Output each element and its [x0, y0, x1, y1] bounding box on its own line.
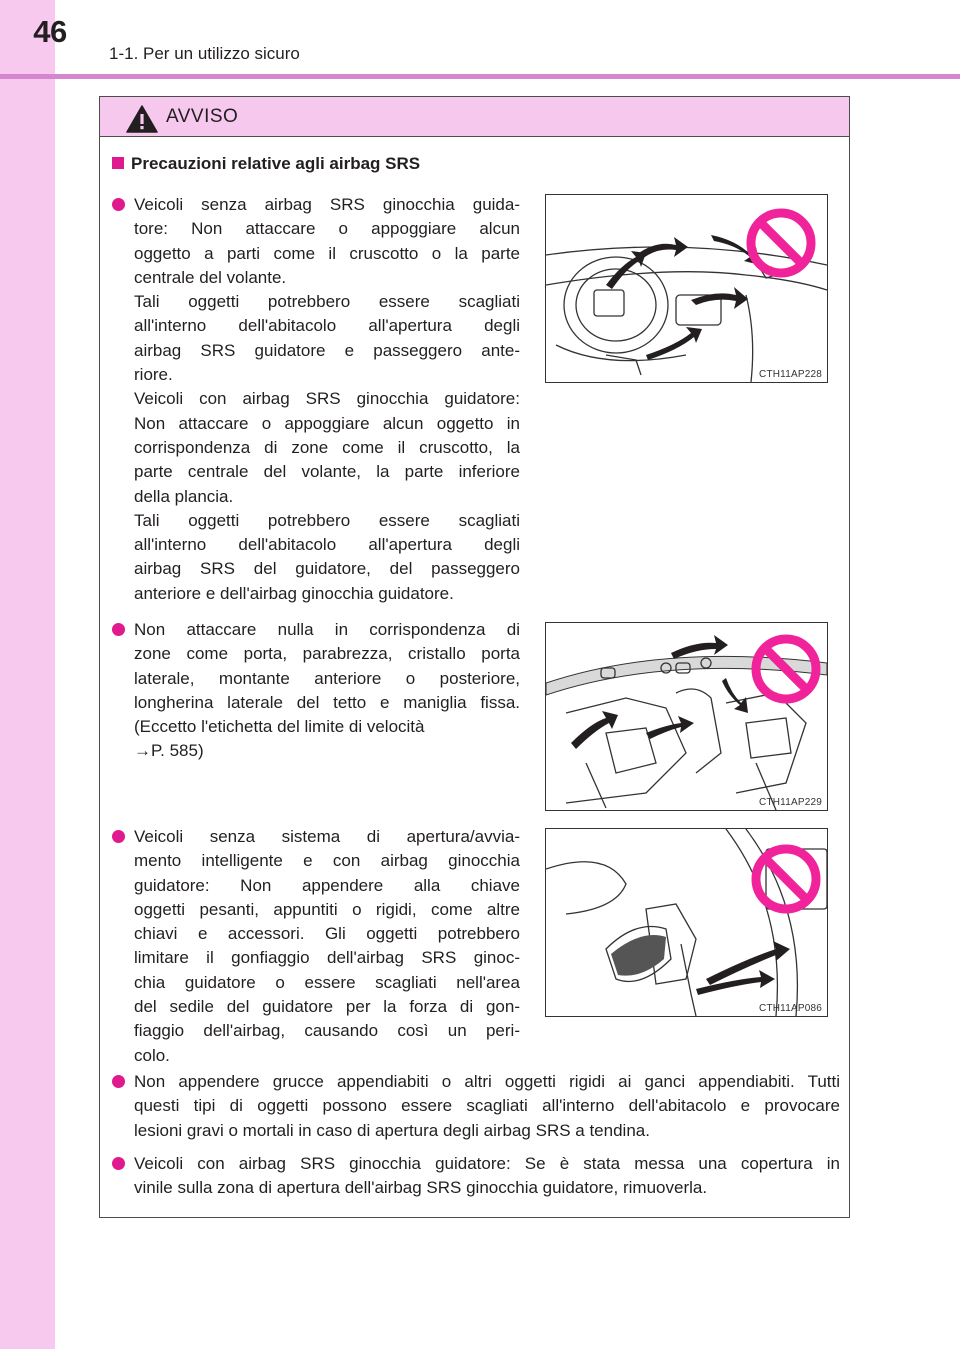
prohibition-icon	[751, 213, 811, 273]
figure-code: CTH11AP228	[759, 369, 822, 380]
text-line: oggetti pesanti, appuntiti o rigidi, come altre	[134, 899, 520, 919]
text-line: all'interno dell'abitacolo all'apertura degli	[134, 316, 520, 336]
text-line: oggetto a parti come il cruscotto o la parte	[134, 243, 520, 263]
text-line: Non appendere grucce appendiabiti o altri oggetti rigidi ai ganci appendiabiti. Tutti	[134, 1072, 840, 1091]
text-line: (Eccetto l'etichetta del limite di velocità	[134, 717, 425, 737]
text-line: Veicoli senza sistema di apertura/avvia-	[134, 827, 520, 846]
warning-box	[99, 96, 850, 1218]
warning-item-1	[112, 193, 520, 606]
dashboard-illustration	[546, 195, 827, 382]
text-line: riore.	[134, 365, 173, 385]
text-line: airbag SRS del guidatore, del passeggero	[134, 559, 520, 579]
text-line: →P. 585)	[134, 741, 204, 761]
warning-box-header	[100, 97, 849, 137]
figure-code: CTH11AP229	[759, 797, 822, 808]
text-line: zone come porta, parabrezza, cristallo porta	[134, 644, 520, 664]
text-line: anteriore e dell'airbag ginocchia guidatore.	[134, 583, 454, 603]
text-line: guidatore: Non appendere alla chiave	[134, 875, 520, 895]
bullet-icon	[112, 1157, 125, 1170]
text-line: chiavi e accessori. Gli oggetti potrebbero	[134, 924, 520, 944]
text-line: della plancia.	[134, 486, 234, 506]
side-tab	[0, 0, 55, 1349]
text-line: questi tipi di oggetti possono essere scagliati all'interno dell'abitacolo e provocare	[134, 1096, 840, 1116]
text-line: tore: Non attaccare o appoggiare alcun	[134, 219, 520, 239]
bullet-icon	[112, 1075, 125, 1088]
text-line: Tali oggetti potrebbero essere scagliati	[134, 292, 520, 312]
text-line: Non attaccare nulla in corrispondenza di	[134, 620, 520, 639]
warning-triangle-icon	[126, 105, 158, 133]
header-rule	[0, 74, 960, 79]
text-line: parte centrale del volante, la parte inferiore	[134, 462, 520, 482]
text-line: longherina laterale del tetto e maniglia fissa.	[134, 692, 520, 712]
cabin-illustration	[546, 623, 827, 810]
page-number: 46	[33, 14, 67, 49]
warning-item-4	[112, 1070, 840, 1143]
section-title-text: Precauzioni relative agli airbag SRS	[131, 154, 421, 173]
text-line: limitare il gonfiaggio dell'airbag SRS ginoc-	[134, 948, 520, 968]
text-line: all'interno dell'abitacolo all'apertura degli	[134, 535, 520, 555]
warning-item-5	[112, 1152, 840, 1201]
section-title	[112, 154, 420, 174]
figure-key	[545, 828, 828, 1017]
text-line: laterale, montante anteriore o posteriore,	[134, 668, 520, 688]
text-line: Veicoli senza airbag SRS ginocchia guida-	[134, 195, 520, 214]
warning-title: AVVISO	[166, 106, 239, 127]
figure-cabin	[545, 622, 828, 811]
figure-code: CTH11AP086	[759, 1003, 822, 1014]
text-line: colo.	[134, 1045, 170, 1065]
bullet-icon	[112, 198, 125, 211]
warning-item-3	[112, 825, 520, 1068]
text-line: airbag SRS guidatore e passeggero ante-	[134, 340, 520, 360]
chapter-title: 1-1. Per un utilizzo sicuro	[109, 44, 300, 63]
prohibition-icon	[756, 849, 816, 909]
warning-item-2	[112, 618, 520, 764]
text-line: mento intelligente e con airbag ginocchia	[134, 851, 520, 871]
square-bullet-icon	[112, 157, 124, 169]
text-line: fiaggio dell'airbag, causando così un peri-	[134, 1021, 520, 1041]
bullet-icon	[112, 830, 125, 843]
key-illustration	[546, 829, 827, 1016]
bullet-icon	[112, 623, 125, 636]
text-line: lesioni gravi o mortali in caso di apertura degli airbag SRS a tendina.	[134, 1120, 650, 1140]
text-line: Non attaccare o appoggiare alcun oggetto in	[134, 413, 520, 433]
text-line: del sedile del guidatore per la forza di gon-	[134, 997, 520, 1017]
text-line: vinile sulla zona di apertura dell'airbag SRS ginocchia guidatore, rimuoverla.	[134, 1178, 708, 1198]
text-line: Tali oggetti potrebbero essere scagliati	[134, 510, 520, 530]
text-line: chia guidatore o essere scagliati nell'area	[134, 972, 520, 992]
text-line: corrispondenza di zone come il cruscotto, la	[134, 437, 520, 457]
text-line: centrale del volante.	[134, 267, 287, 287]
figure-dashboard	[545, 194, 828, 383]
text-line: Veicoli con airbag SRS ginocchia guidatore: Se è stata messa una copertura in	[134, 1154, 840, 1173]
text-line: Veicoli con airbag SRS ginocchia guidatore:	[134, 389, 520, 409]
